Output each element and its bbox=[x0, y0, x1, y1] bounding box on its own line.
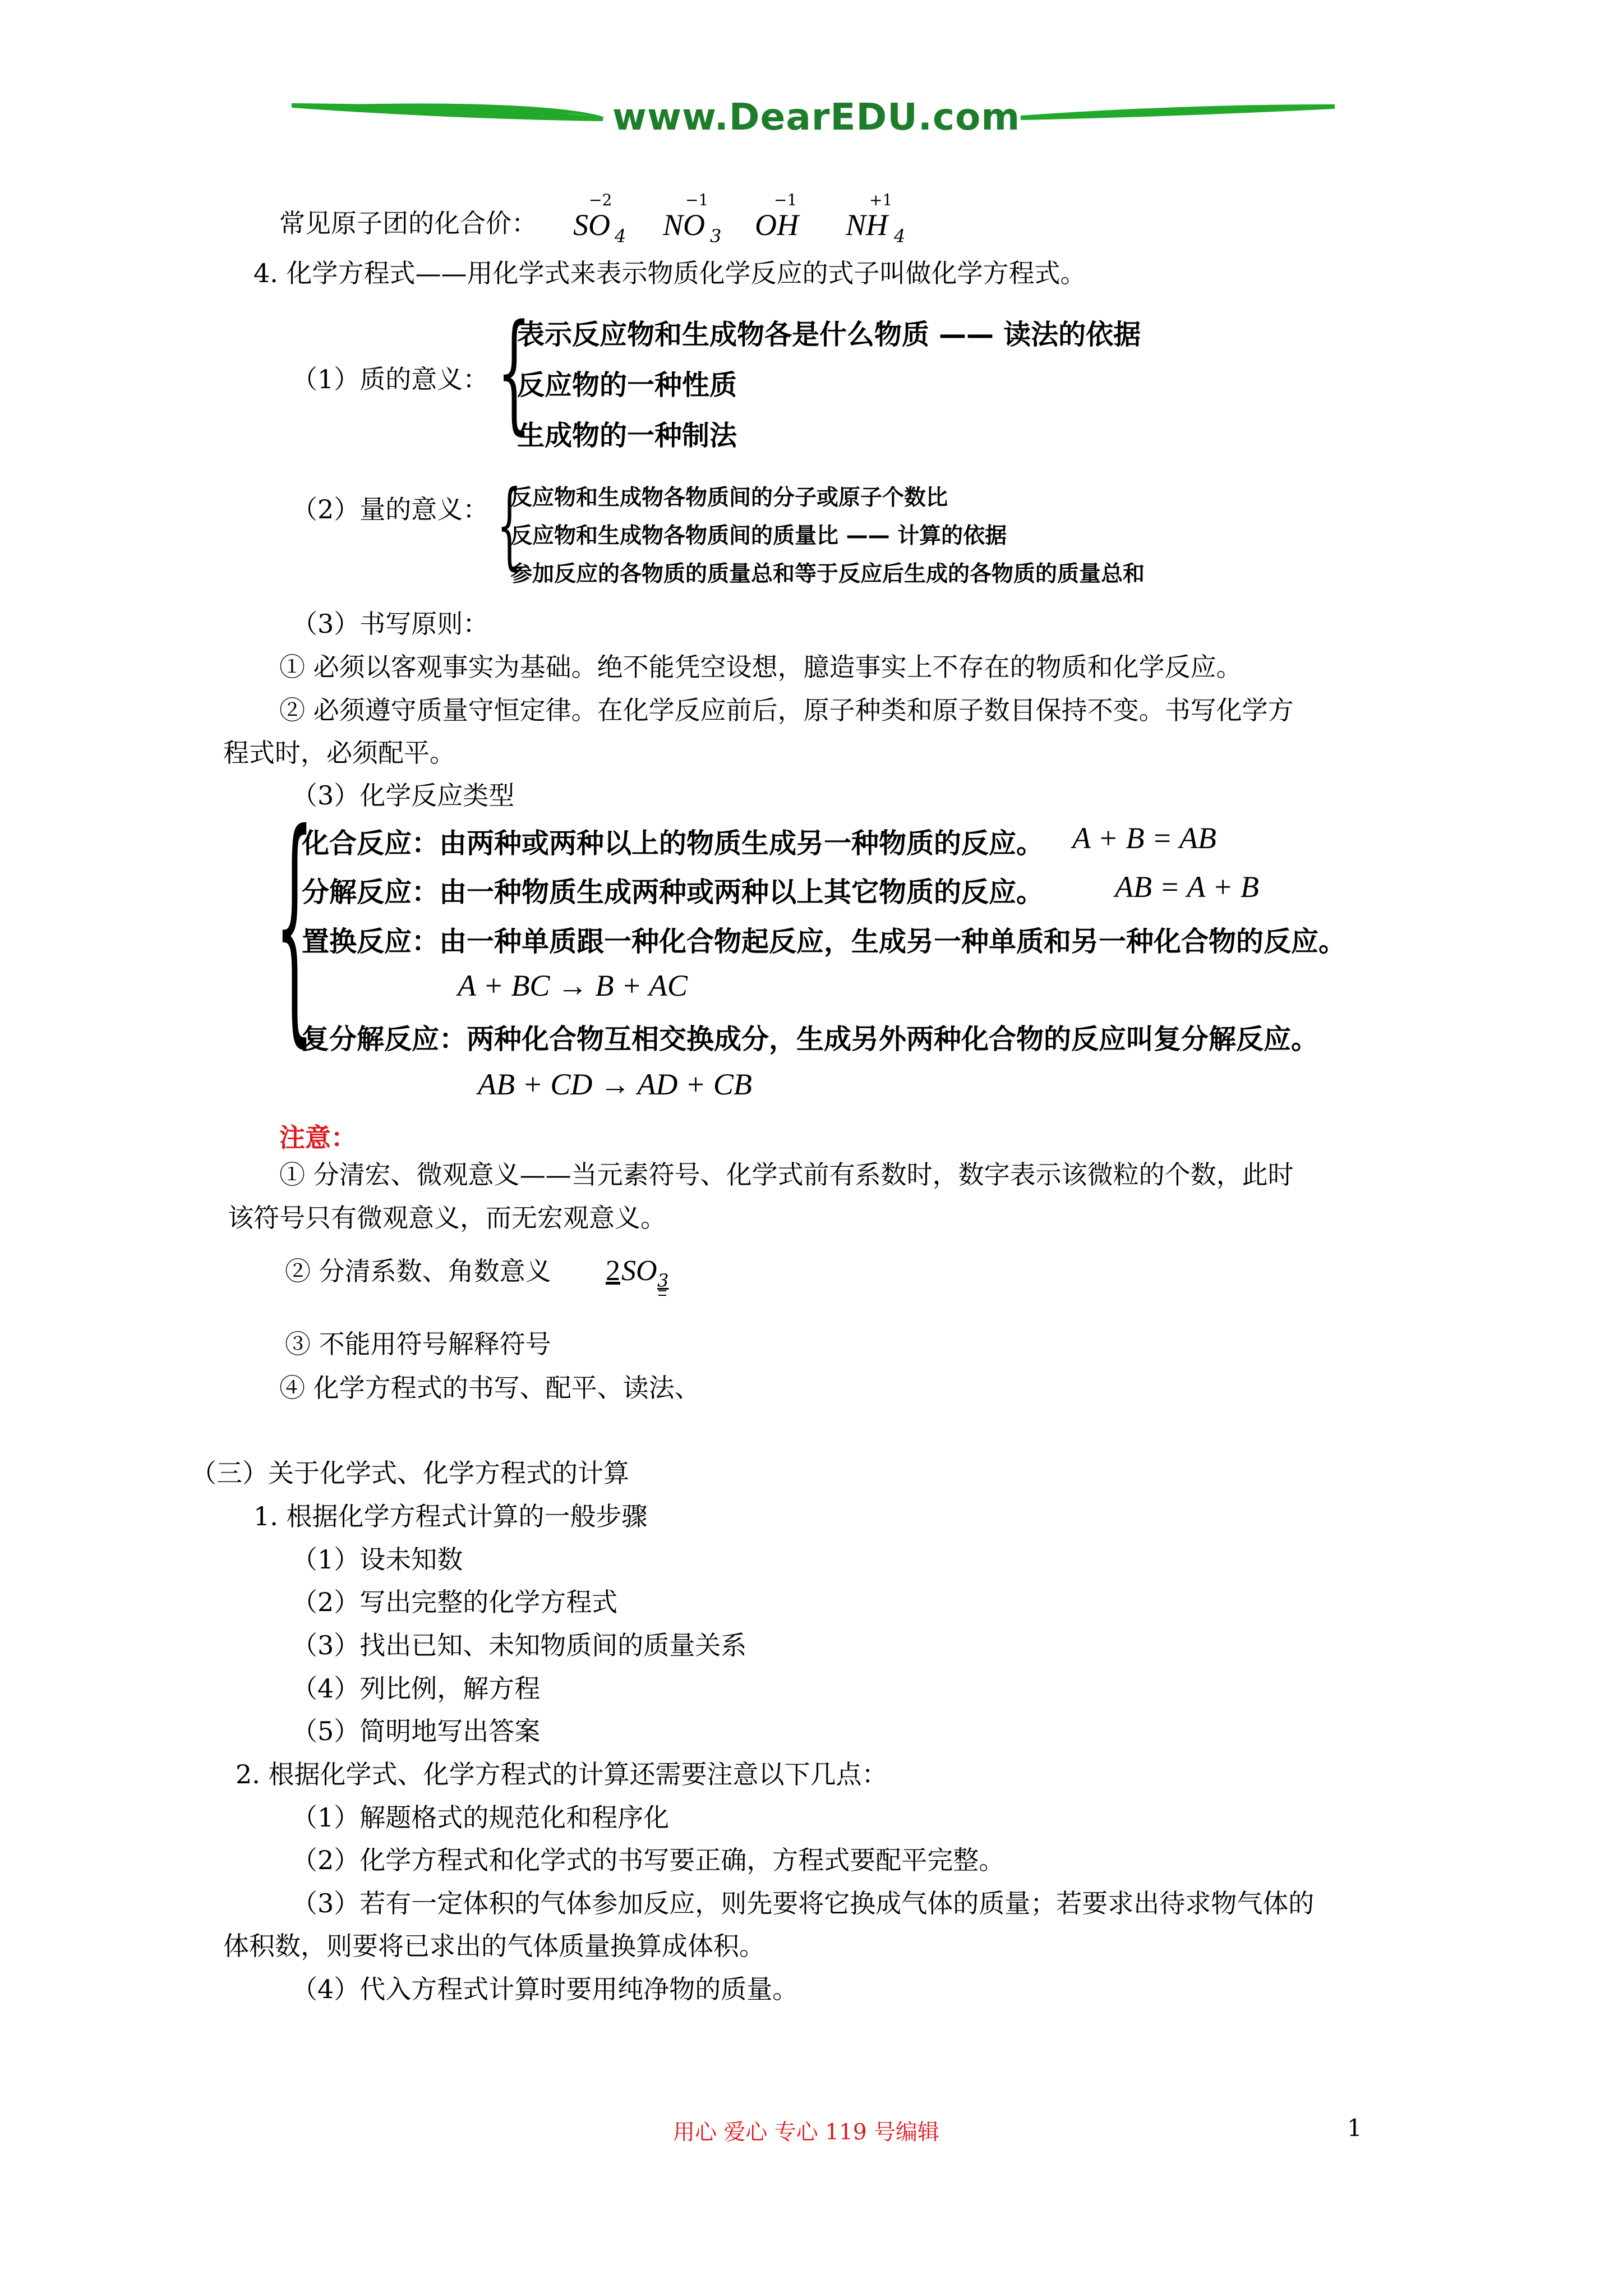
replacement-equation: A + BC → B + AC bbox=[458, 969, 688, 1002]
notes-label: 注意： bbox=[279, 1122, 357, 1153]
reaction-types-label: （3）化学反应类型 bbox=[292, 780, 515, 811]
note-3: ③ 不能用符号解释符号 bbox=[285, 1329, 551, 1359]
radical-nh4: +1 NH 4 bbox=[846, 191, 906, 247]
combination-reaction: 化合反应：由两种或两种以上的物质生成另一种物质的反应。 bbox=[302, 827, 1044, 859]
qual-item-2: 反应物的一种性质 bbox=[517, 369, 737, 401]
radicals-label: 常见原子团的化合价： bbox=[279, 208, 537, 238]
footer-text: 用心 爱心 专心 119 号编辑 bbox=[673, 2120, 940, 2145]
quant-label: （2）量的意义： bbox=[292, 494, 489, 524]
principles-label: （3）书写原则： bbox=[292, 609, 489, 639]
section-3-item-1: 1. 根据化学方程式计算的一般步骤 bbox=[253, 1501, 648, 1531]
header-swoosh-right bbox=[1021, 107, 1335, 118]
principle-2-line-2: 程式时，必须配平。 bbox=[223, 738, 455, 768]
point-3-line-2: 体积数，则要将已求出的气体质量换算成体积。 bbox=[223, 1931, 765, 1961]
note-2: ② 分清系数、角数意义 bbox=[285, 1256, 551, 1286]
section-4-heading: 4. 化学方程式——用化学式来表示物质化学反应的式子叫做化学方程式。 bbox=[253, 258, 1086, 288]
principle-2-line-1: ② 必须遵守质量守恒定律。在化学反应前后，原子种类和原子数目保持不变。书写化学方 bbox=[279, 695, 1294, 725]
step-3: （3）找出已知、未知物质间的质量关系 bbox=[292, 1630, 747, 1660]
principle-1: ① 必须以客观事实为基础。绝不能凭空设想，臆造事实上不存在的物质和化学反应。 bbox=[279, 652, 1242, 682]
radical-oh: −1 OH bbox=[755, 191, 799, 242]
page-number: 1 bbox=[1347, 2114, 1362, 2142]
header-site-name[interactable]: www.DearEDU.com bbox=[612, 95, 1021, 139]
double-replacement-equation: AB + CD → AD + CB bbox=[478, 1068, 752, 1101]
replacement-reaction: 置换反应：由一种单质跟一种化合物起反应，生成另一种单质和另一种化合物的反应。 bbox=[302, 926, 1347, 958]
qual-label: （1）质的意义： bbox=[292, 364, 489, 394]
valence-no3: −1 bbox=[685, 191, 709, 209]
double-underline-mark bbox=[658, 1290, 666, 1296]
step-1: （1）设未知数 bbox=[292, 1544, 463, 1575]
point-3-line-1: （3）若有一定体积的气体参加反应，则先要将它换成气体的质量；若要求出待求物气体的 bbox=[292, 1888, 1315, 1918]
combination-equation: A + B = AB bbox=[1072, 821, 1216, 855]
step-4: （4）列比例，解方程 bbox=[292, 1673, 541, 1704]
point-1: （1）解题格式的规范化和程序化 bbox=[292, 1802, 670, 1833]
quant-item-3: 参加反应的各物质的质量总和等于反应后生成的各物质的质量总和 bbox=[510, 562, 1145, 587]
valence-nh4: +1 bbox=[869, 191, 893, 209]
qual-item-1: 表示反应物和生成物各是什么物质 —— 读法的依据 bbox=[517, 319, 1141, 351]
qual-item-3: 生成物的一种制法 bbox=[517, 420, 737, 452]
qual-brace: { bbox=[497, 296, 532, 448]
step-2: （2）写出完整的化学方程式 bbox=[292, 1587, 618, 1617]
section-3-heading: （三）关于化学式、化学方程式的计算 bbox=[191, 1458, 629, 1488]
note-1-line-2: 该符号只有微观意义，而无宏观意义。 bbox=[228, 1203, 666, 1233]
section-3-item-2: 2. 根据化学式、化学方程式的计算还需要注意以下几点： bbox=[236, 1759, 888, 1789]
decomposition-reaction: 分解反应：由一种物质生成两种或两种以上其它物质的反应。 bbox=[302, 876, 1044, 908]
valence-oh: −1 bbox=[774, 191, 797, 209]
step-5: （5）简明地写出答案 bbox=[292, 1716, 541, 1746]
valence-so4: −2 bbox=[589, 191, 612, 209]
note-1-line-1: ① 分清宏、微观意义——当元素符号、化学式前有系数时，数字表示该微粒的个数，此时 bbox=[279, 1159, 1294, 1190]
point-2: （2）化学方程式和化学式的书写要正确，方程式要配平完整。 bbox=[292, 1845, 1005, 1875]
note-2-formula: 2 SO 3 bbox=[606, 1254, 679, 1310]
point-4: （4）代入方程式计算时要用纯净物的质量。 bbox=[292, 1974, 799, 2004]
double-replacement-reaction: 复分解反应：两种化合物互相交换成分，生成另外两种化合物的反应叫复分解反应。 bbox=[302, 1023, 1319, 1055]
quant-item-1: 反应物和生成物各物质间的分子或原子个数比 bbox=[510, 485, 948, 510]
note-4: ④ 化学方程式的书写、配平、读法、 bbox=[279, 1373, 700, 1403]
reaction-types-brace: { bbox=[275, 781, 314, 1068]
radical-no3: −1 NO 3 bbox=[663, 191, 722, 247]
decomposition-equation: AB = A + B bbox=[1115, 870, 1259, 904]
quant-brace: { bbox=[497, 470, 522, 581]
radical-so4: −2 SO 4 bbox=[573, 191, 626, 247]
quant-item-2: 反应物和生成物各物质间的质量比 —— 计算的依据 bbox=[510, 523, 1007, 549]
